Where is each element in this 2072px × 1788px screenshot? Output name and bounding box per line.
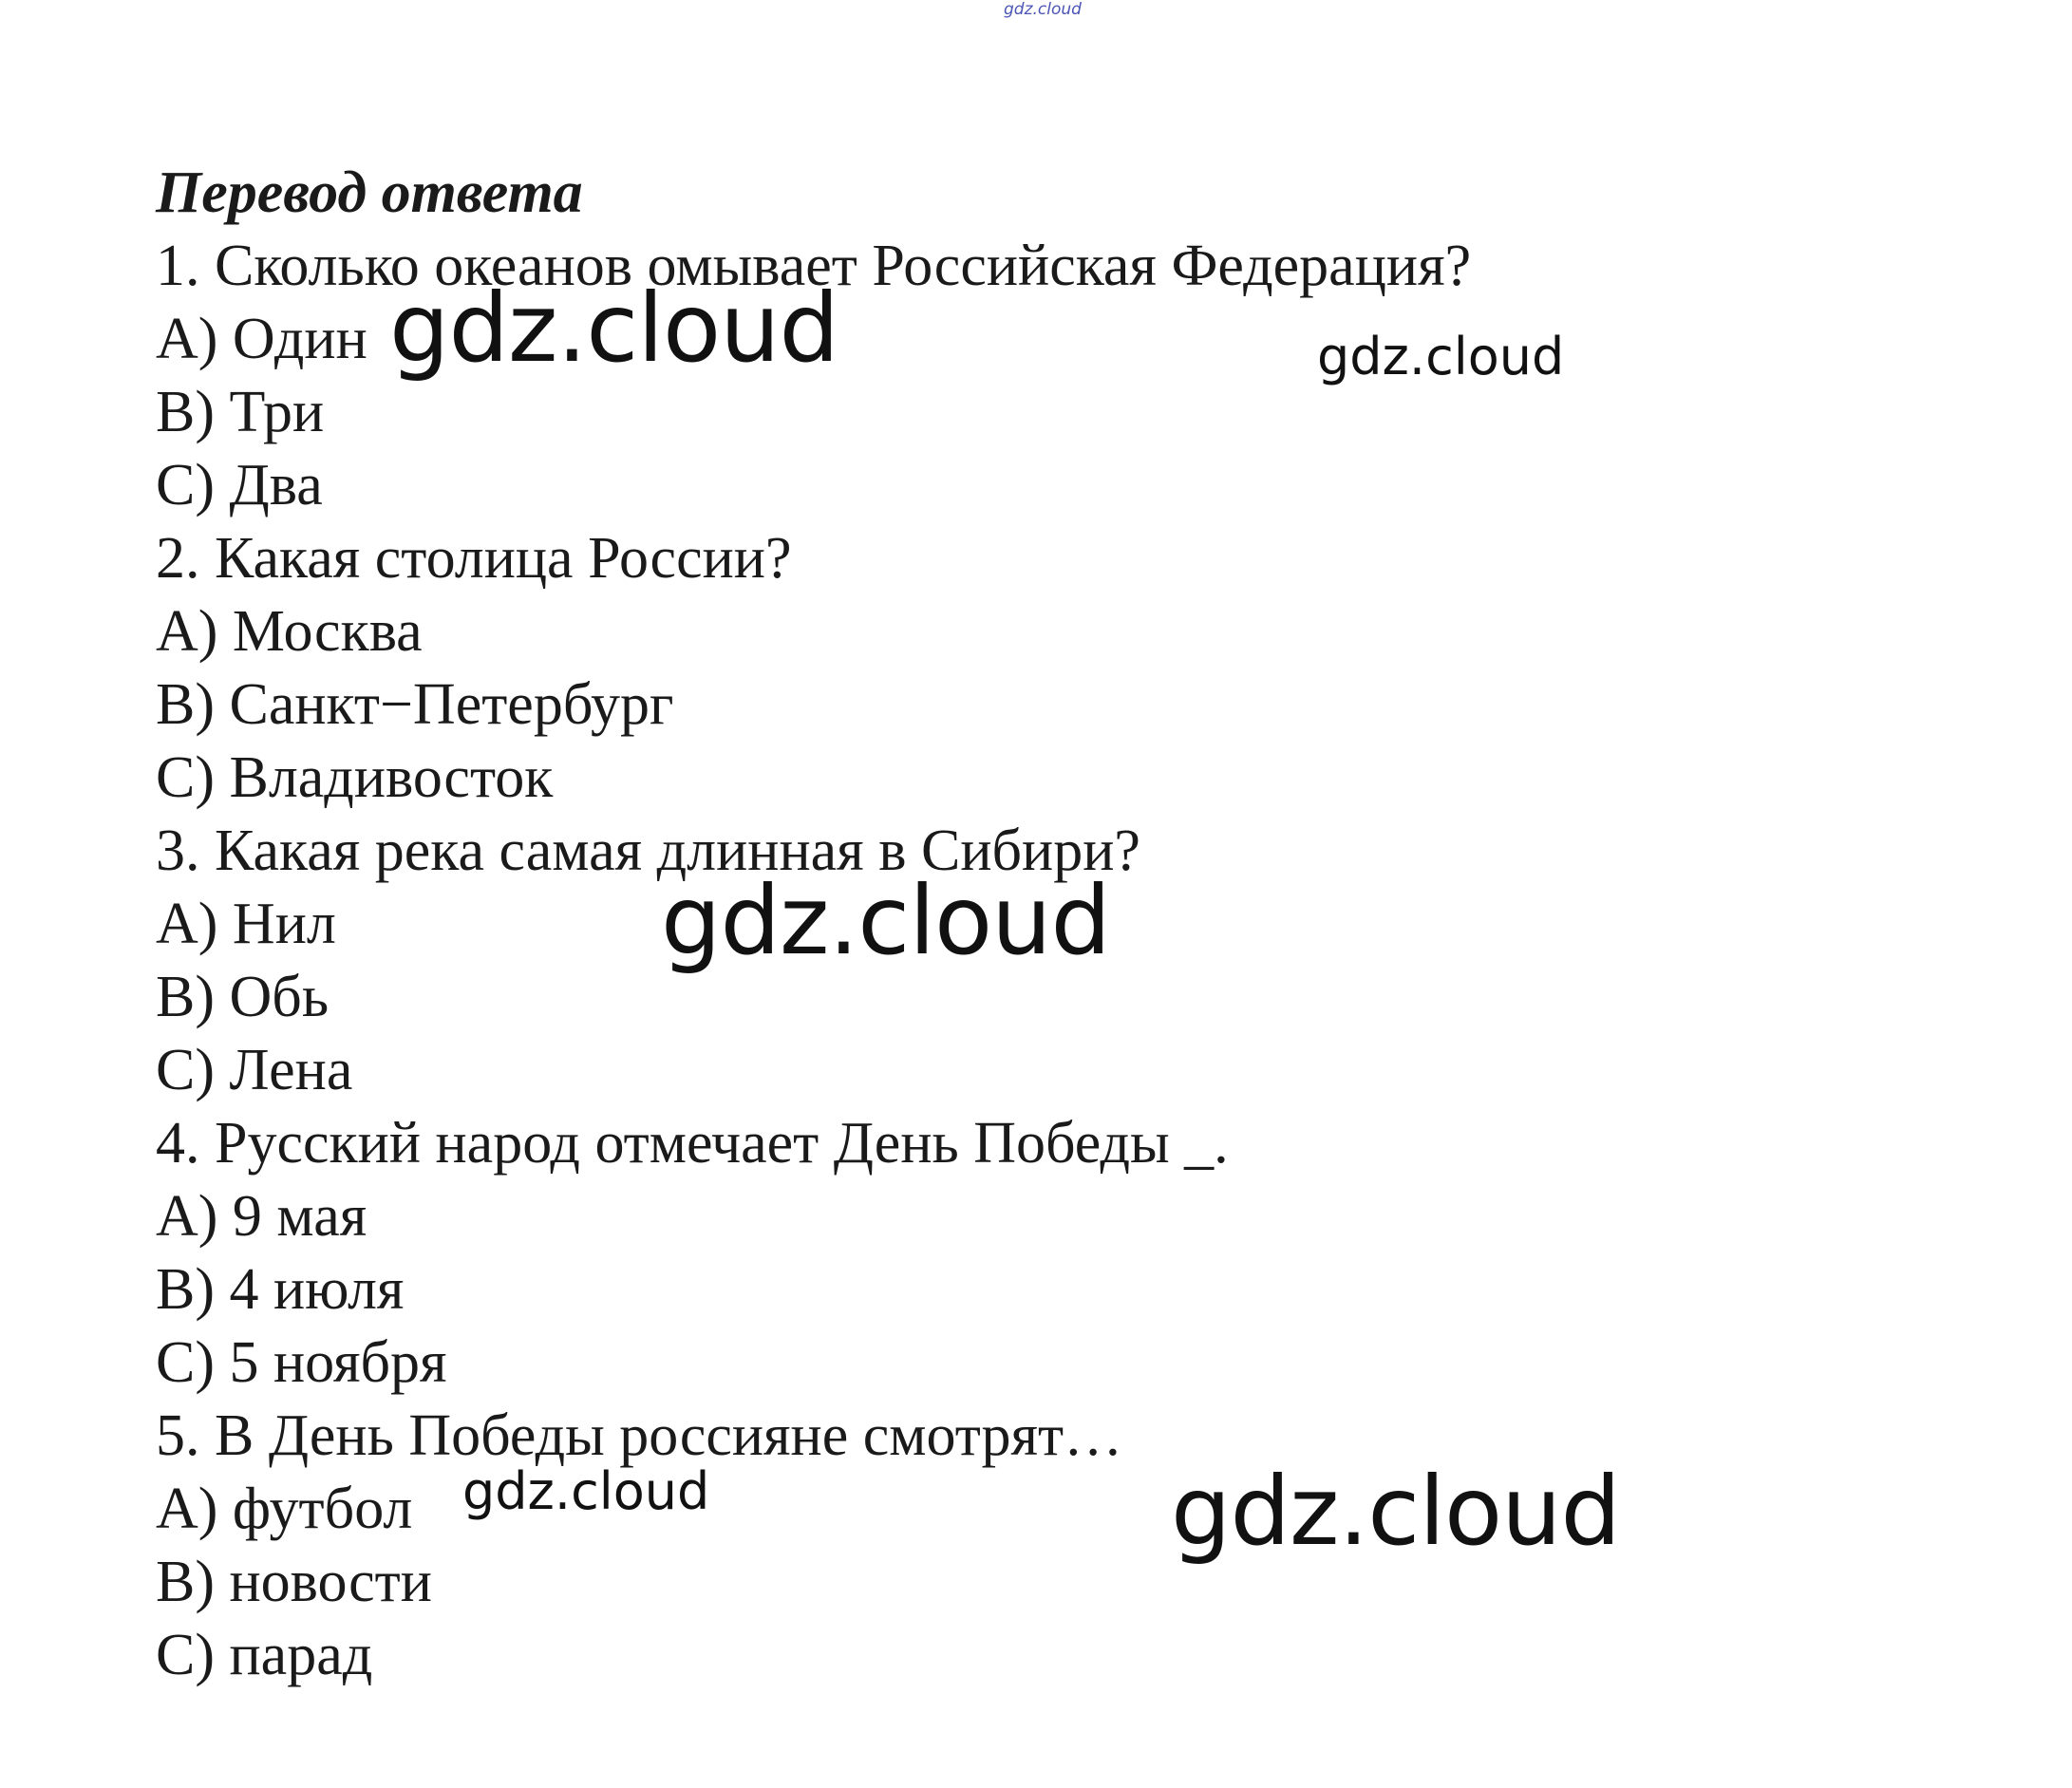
header-watermark: gdz.cloud: [1004, 0, 1082, 19]
question-4-option-a: A) 9 мая: [156, 1184, 367, 1249]
watermark: gdz.cloud: [1317, 327, 1565, 386]
question-5-option-b: B) новости: [156, 1550, 432, 1614]
question-5-option-c: C) парад: [156, 1623, 373, 1687]
question-4: 4. Русский народ отмечает День Победы _.: [156, 1111, 1229, 1176]
question-1: 1. Сколько океанов омывает Российская Федерация?: [156, 234, 1472, 298]
question-2-option-c: C) Владивосток: [156, 745, 554, 810]
watermark: gdz.cloud: [1171, 1456, 1621, 1567]
watermark: gdz.cloud: [462, 1461, 710, 1521]
question-5: 5. В День Победы россияне смотрят…: [156, 1403, 1123, 1468]
question-2-option-b: B) Санкт−Петербург: [156, 672, 674, 737]
question-4-option-b: B) 4 июля: [156, 1257, 405, 1322]
question-3-option-b: B) Обь: [156, 965, 330, 1029]
question-3-option-c: C) Лена: [156, 1038, 353, 1102]
question-5-option-a: A) футбол: [156, 1477, 413, 1541]
watermark: gdz.cloud: [389, 273, 839, 384]
page-title: Перевод ответа: [156, 160, 583, 225]
question-1-option-c: C) Два: [156, 453, 323, 518]
question-4-option-c: C) 5 ноября: [156, 1330, 447, 1395]
question-3-option-a: A) Нил: [156, 892, 336, 956]
watermark: gdz.cloud: [661, 865, 1111, 976]
question-2: 2. Какая столица России?: [156, 526, 792, 591]
question-2-option-a: A) Москва: [156, 599, 423, 664]
question-1-option-b: B) Три: [156, 380, 325, 444]
question-3: 3. Какая река самая длинная в Сибири?: [156, 819, 1140, 883]
question-1-option-a: A) Один: [156, 307, 367, 371]
